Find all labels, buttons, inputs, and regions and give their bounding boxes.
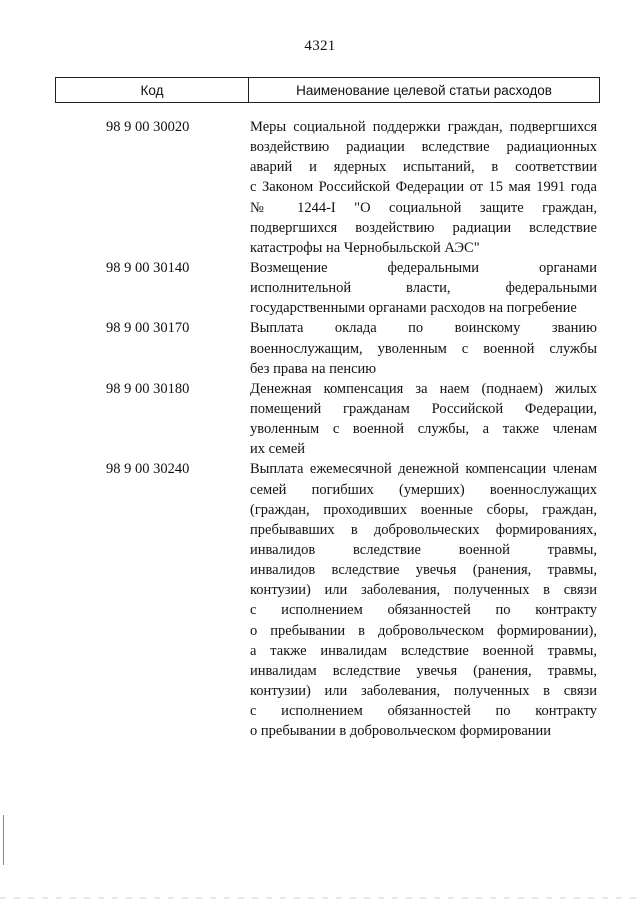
description-line: Выплата оклада по воинскому званию: [250, 320, 597, 337]
description-line: № 1244-I "О социальной защите граждан,: [250, 199, 597, 216]
description-line: с исполнением обязанностей по контракту: [250, 602, 597, 619]
entry-description: [250, 117, 597, 258]
description-line: с Законом Российской Федерации от 15 мая 1991 года: [250, 179, 597, 196]
expense-entry: [0, 117, 640, 258]
description-line: контузии) или заболевания, полученных в связи: [250, 682, 597, 699]
table-header: [55, 77, 600, 103]
description-line: инвалидов вследствие военной травмы,: [250, 541, 597, 558]
description-line: Выплата ежемесячной денежной компенсации членам: [250, 461, 597, 478]
scan-bottom-edge: [0, 897, 640, 899]
description-line: государственными органами расходов на погребение: [250, 300, 577, 317]
entry-code: 98 9 00 30240: [106, 461, 190, 478]
expense-entry: [0, 379, 640, 460]
entry-code: 98 9 00 30170: [106, 320, 190, 337]
description-line: пребывавших в добровольческих формированиях,: [250, 521, 597, 538]
entry-description: [250, 459, 597, 741]
code-column-header: Код: [56, 78, 249, 102]
entry-code: 98 9 00 30140: [106, 259, 190, 276]
description-line: семей погибших (умерших) военнослужащих: [250, 481, 597, 498]
description-line: воздействию радиации вследствие радиационных: [250, 139, 597, 156]
description-line: контузии) или заболевания, полученных в связи: [250, 582, 597, 599]
entry-code: 98 9 00 30020: [106, 119, 190, 135]
description-line: (граждан, проходивших военные сборы, граждан,: [250, 501, 597, 518]
entry-description: [250, 318, 597, 378]
description-line: Денежная компенсация за наем (поднаем) жилых: [250, 380, 597, 397]
scan-margin-mark: [3, 815, 4, 865]
entry-description: [250, 258, 597, 318]
description-line: Меры социальной поддержки граждан, подвергшихся: [250, 119, 597, 135]
description-line: о пребывании в добровольческом формировании: [250, 723, 552, 740]
description-line: а также инвалидам вследствие военной травмы,: [250, 642, 597, 659]
description-line: о пребывании в добровольческом формировании),: [250, 622, 597, 639]
description-line: подвергшихся воздействию радиации вследствие: [250, 219, 597, 236]
entry-description: [250, 379, 597, 460]
description-line: без права на пенсию: [250, 360, 377, 377]
expense-entry: [0, 258, 640, 318]
page-number: 4321: [304, 38, 336, 54]
entry-code: 98 9 00 30180: [106, 380, 190, 397]
expense-entry: [0, 459, 640, 741]
expense-entry: [0, 318, 640, 378]
description-line: с исполнением обязанностей по контракту: [250, 703, 597, 720]
expense-entries-list: [0, 117, 640, 741]
description-line: инвалидов вследствие увечья (ранения, травмы,: [250, 562, 597, 579]
description-line: катастрофы на Чернобыльской АЭС": [250, 239, 480, 256]
description-line: Возмещение федеральными органами: [250, 259, 597, 276]
description-line: аварий и ядерных испытаний, в соответствии: [250, 159, 597, 176]
description-line: исполнительной власти, федеральными: [250, 280, 597, 297]
name-column-header: Наименование целевой статьи расходов: [296, 82, 552, 98]
description-line: военнослужащим, уволенным с военной службы: [250, 340, 597, 357]
description-line: инвалидам вследствие увечья (ранения, травмы,: [250, 662, 597, 679]
description-line: уволенным с военной службы, а также членам: [250, 421, 597, 438]
description-line: помещений гражданам Российской Федерации,: [250, 400, 597, 417]
description-line: их семей: [250, 441, 306, 458]
